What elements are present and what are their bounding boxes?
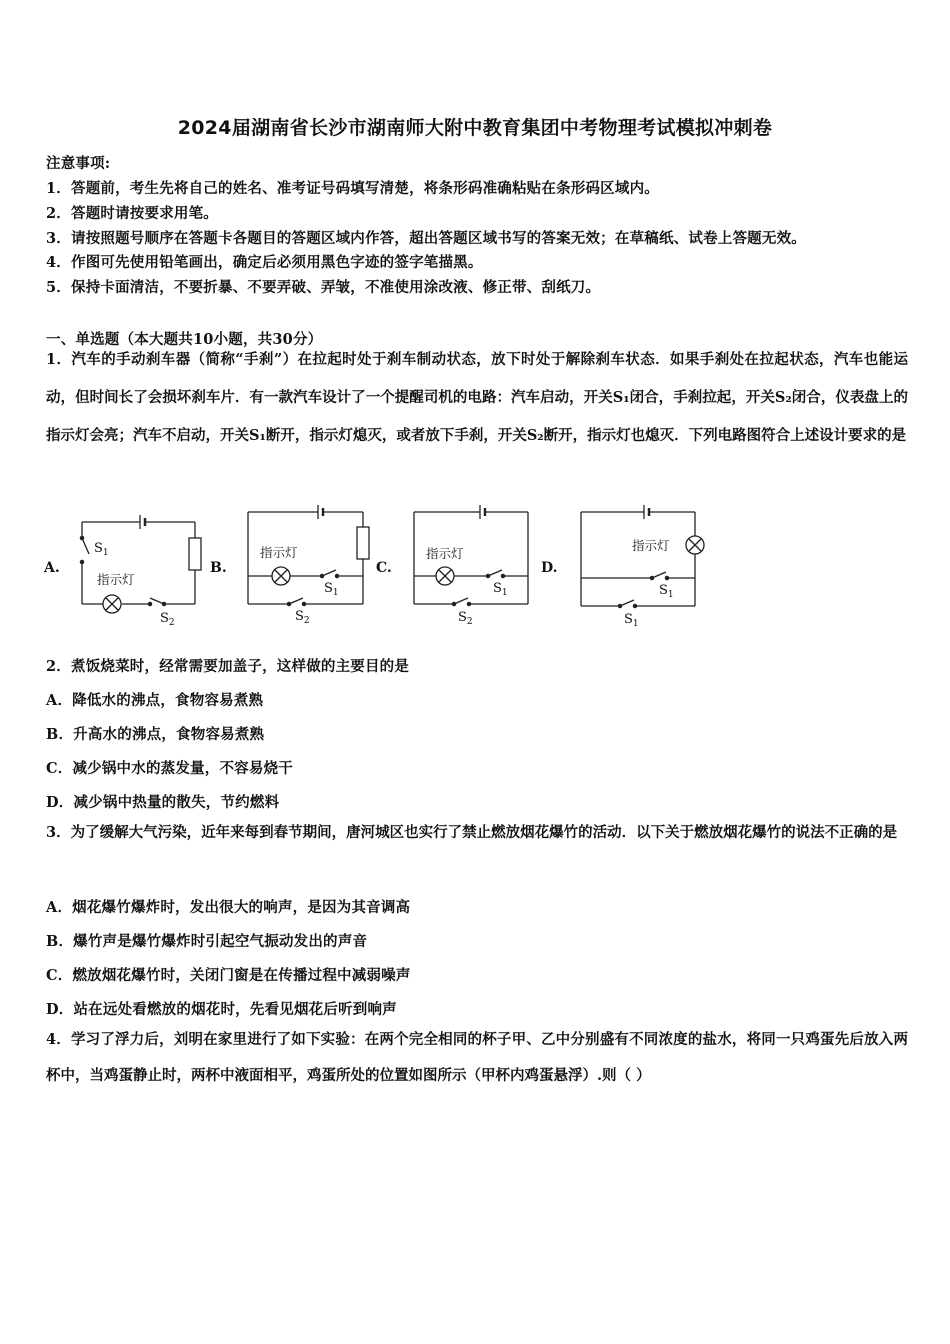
s2-label: $S_2$: [295, 609, 310, 626]
answer-option: A．降低水的沸点，食物容易煮熟: [46, 692, 264, 709]
question-1-stem: 1．汽车的手动刹车器（简称“手刹”）在拉起时处于刹车制动状态，放下时处于解除刹车状态．如果手刹处在拉起状态，汽车也能运动，但时间长了会损坏刹车片．有一款汽车设计了一个提醒司机的电路：汽车启动，开关S₁闭合，手刹拉起，开关S₂闭合，仪表盘上的指示灯会亮；汽车不启动，开关S₁断开，指示灯熄灭，或者放下手刹，开关S₂断开，指示灯也熄灭．下列电路图符合上述设计要求的是: [46, 351, 908, 444]
question-4-stem: 4．学习了浮力后，刘明在家里进行了如下实验：在两个完全相同的杯子甲、乙中分别盛有不同浓度的盐水，将同一只鸡蛋先后放入两杯中，当鸡蛋静止时，两杯中液面相平，鸡蛋所处的位置如图所示（甲杯内鸡蛋悬浮）.则（ ）: [46, 1031, 908, 1084]
switch-s1-icon: [488, 570, 502, 576]
lamp-label: 指示灯: [260, 545, 298, 560]
lamp-label: 指示灯: [97, 572, 135, 587]
notice-item: 4．作图可先使用铅笔画出，确定后必须用黑色字迹的签字笔描黑。: [46, 254, 483, 271]
question-2-stem: 2．煮饭烧菜时，经常需要加盖子，这样做的主要目的是: [46, 658, 410, 675]
notice-item: 5．保持卡面清洁，不要折暴、不要弄破、弄皱，不准使用涂改液、修正带、刮纸刀。: [46, 279, 601, 296]
option-label-d: D.: [541, 560, 558, 576]
resistor-icon: [189, 538, 201, 570]
s2-label: $S_2$: [160, 611, 175, 628]
answer-option: D．站在远处看燃放的烟花时，先看见烟花后听到响声: [46, 1001, 397, 1018]
answer-option: C．减少锅中水的蒸发量，不容易烧干: [46, 760, 293, 777]
switch-s1-icon: [322, 570, 336, 576]
s1-label: $S_1$: [324, 581, 339, 598]
switch-s2-icon: [454, 598, 468, 604]
notice-item: 1．答题前，考生先将自己的姓名、准考证号码填写清楚，将条形码准确粘贴在条形码区域内。: [46, 180, 659, 197]
switch-s2-icon: [289, 598, 303, 604]
s1-label: $S_1$: [493, 581, 508, 598]
switch-s1-icon: [652, 572, 666, 578]
lamp-label: 指示灯: [632, 538, 670, 553]
answer-option: C．燃放烟花爆竹时，关闭门窗是在传播过程中减弱噪声: [46, 967, 411, 984]
q1-circuit-figure: [40, 500, 920, 635]
resistor-icon: [357, 527, 369, 559]
circuit-a: [80, 515, 201, 613]
s1-label: $S_1$: [659, 583, 674, 600]
switch-s1-icon: [82, 538, 89, 554]
notice-item: 3．请按照题号顺序在答题卡各题目的答题区域内作答，超出答题区域书写的答案无效；在草稿纸、试卷上答题无效。: [46, 230, 806, 247]
notice-heading: 注意事项:: [46, 155, 111, 172]
answer-option: A．烟花爆竹爆炸时，发出很大的响声，是因为其音调高: [46, 899, 411, 916]
option-label-c: C.: [376, 560, 392, 576]
option-label-b: B.: [210, 560, 227, 576]
s1-label: $S_1$: [624, 612, 639, 629]
switch-s2-icon: [620, 600, 634, 606]
circuit-d: [581, 505, 704, 608]
answer-option: B．爆竹声是爆竹爆炸时引起空气振动发出的声音: [46, 933, 368, 950]
answer-option: D．减少锅中热量的散失，节约燃料: [46, 794, 280, 811]
page-title: 2024届湖南省长沙市湖南师大附中教育集团中考物理考试模拟冲刺卷: [177, 117, 773, 139]
s2-label: $S_2$: [458, 610, 473, 627]
answer-option: B．升高水的沸点，食物容易煮熟: [46, 726, 265, 743]
switch-s2-icon: [150, 598, 164, 604]
option-label-a: A.: [44, 560, 60, 576]
notice-item: 2．答题时请按要求用笔。: [46, 205, 218, 222]
lamp-label: 指示灯: [426, 546, 464, 561]
section-heading: 一、单选题（本大题共10小题，共30分）: [46, 331, 323, 348]
question-3-stem: 3．为了缓解大气污染，近年来每到春节期间，唐河城区也实行了禁止燃放烟花爆竹的活动．以下关于燃放烟花爆竹的说法不正确的是: [46, 824, 898, 841]
s1-label: $S_1$: [94, 541, 109, 558]
